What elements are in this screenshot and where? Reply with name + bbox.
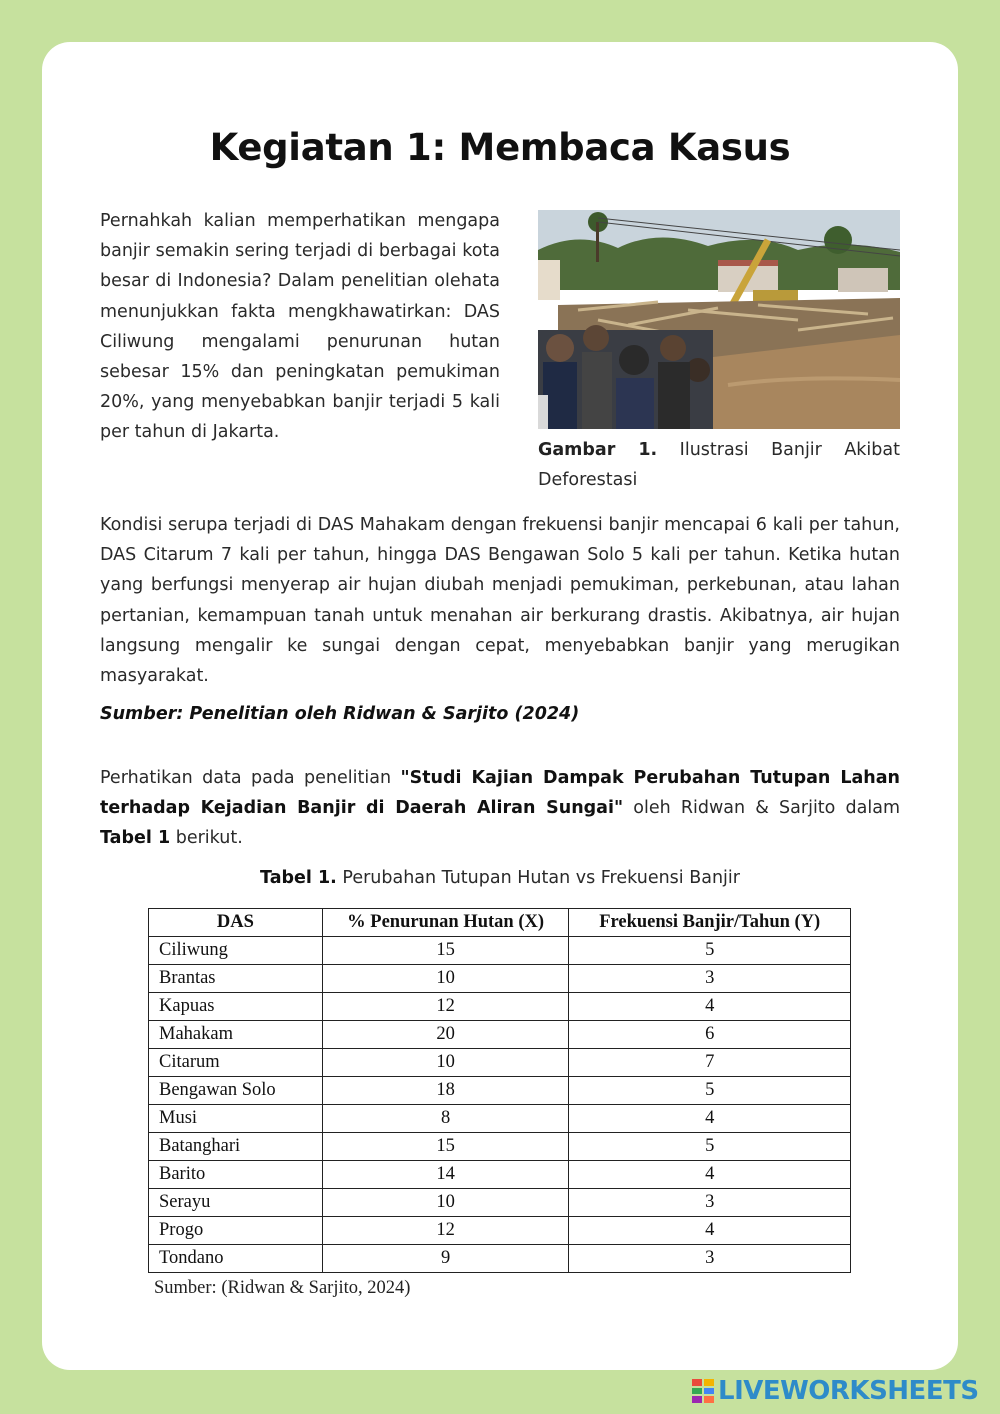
flood-photo <box>538 210 900 429</box>
cell-forest-loss: 15 <box>322 1133 569 1161</box>
cell-forest-loss: 15 <box>322 937 569 965</box>
research-source: Sumber: Penelitian oleh Ridwan & Sarjito (2024) <box>100 704 580 724</box>
figure-label: Gambar 1. <box>538 440 658 460</box>
header-das: DAS <box>149 909 323 937</box>
figure-text: Ilustrasi Banjir Akibat Deforestasi <box>538 440 900 490</box>
header-flood-frequency: Frekuensi Banjir/Tahun (Y) <box>569 909 851 937</box>
cell-forest-loss: 12 <box>322 993 569 1021</box>
table-reference: Tabel 1 <box>100 828 171 849</box>
cell-flood-frequency: 3 <box>569 965 851 993</box>
liveworksheets-icon <box>692 1379 714 1403</box>
cell-das: Brantas <box>149 965 323 993</box>
table-row <box>149 1021 851 1049</box>
table-header-row <box>149 909 851 937</box>
table-row <box>149 1245 851 1273</box>
cell-flood-frequency: 6 <box>569 1021 851 1049</box>
cell-das: Progo <box>149 1217 323 1245</box>
cell-flood-frequency: 4 <box>569 993 851 1021</box>
table-row <box>149 1049 851 1077</box>
table-row <box>149 1133 851 1161</box>
cell-flood-frequency: 5 <box>569 1077 851 1105</box>
cell-das: Mahakam <box>149 1021 323 1049</box>
cell-forest-loss: 10 <box>322 965 569 993</box>
cell-forest-loss: 10 <box>322 1049 569 1077</box>
cell-flood-frequency: 5 <box>569 937 851 965</box>
table-row <box>149 1105 851 1133</box>
table-row <box>149 1161 851 1189</box>
figure-caption <box>538 435 900 495</box>
cell-flood-frequency: 5 <box>569 1133 851 1161</box>
paragraph-3 <box>100 763 900 854</box>
table-row <box>149 965 851 993</box>
cell-flood-frequency: 3 <box>569 1189 851 1217</box>
cell-forest-loss: 20 <box>322 1021 569 1049</box>
study-title: "Studi Kajian Dampak Perubahan Tutupan Lahan terhadap Kejadian Banjir di Daerah Aliran Sungai" <box>100 768 901 819</box>
table-caption-label: Tabel 1. <box>260 868 337 888</box>
table-source: Sumber: (Ridwan & Sarjito, 2024) <box>154 1278 411 1298</box>
worksheet-card <box>42 42 958 1370</box>
liveworksheets-logo <box>692 1376 979 1406</box>
cell-forest-loss: 10 <box>322 1189 569 1217</box>
paragraph-2: Kondisi serupa terjadi di DAS Mahakam dengan frekuensi banjir mencapai 6 kali per tahun, DAS Citarum 7 kali per tahun, hingga DAS Bengawan Solo 5 kali per tahun. Ketika hutan yang berfungsi menyerap air hujan diubah menjadi pemukiman, perkebunan, atau lahan pertanian, kemampuan tanah untuk menahan air berkurang drastis. Akibatnya, air hujan langsung mengalir ke sungai dengan cepat, menyebabkan banjir yang merugikan masyarakat. <box>100 515 900 687</box>
cell-das: Musi <box>149 1105 323 1133</box>
table-row <box>149 1217 851 1245</box>
table-row <box>149 1077 851 1105</box>
data-table <box>148 908 851 1273</box>
header-forest-loss: % Penurunan Hutan (X) <box>322 909 569 937</box>
cell-das: Citarum <box>149 1049 323 1077</box>
brand-name: LIVEWORKSHEETS <box>718 1376 979 1406</box>
page-title: Kegiatan 1: Membaca Kasus <box>209 126 791 169</box>
para3-pre: Perhatikan data pada penelitian <box>100 768 401 788</box>
cell-flood-frequency: 4 <box>569 1161 851 1189</box>
table-row <box>149 1189 851 1217</box>
cell-forest-loss: 14 <box>322 1161 569 1189</box>
cell-das: Kapuas <box>149 993 323 1021</box>
cell-flood-frequency: 4 <box>569 1105 851 1133</box>
cell-forest-loss: 12 <box>322 1217 569 1245</box>
table-row <box>149 937 851 965</box>
para3-mid: oleh Ridwan & Sarjito dalam <box>623 798 901 819</box>
cell-das: Tondano <box>149 1245 323 1273</box>
para3-post: berikut. <box>170 828 243 849</box>
cell-das: Ciliwung <box>149 937 323 965</box>
cell-flood-frequency: 7 <box>569 1049 851 1077</box>
table-row <box>149 993 851 1021</box>
cell-forest-loss: 8 <box>322 1105 569 1133</box>
cell-das: Barito <box>149 1161 323 1189</box>
cell-das: Serayu <box>149 1189 323 1217</box>
table-caption-text: Perubahan Tutupan Hutan vs Frekuensi Banjir <box>336 868 740 888</box>
cell-forest-loss: 9 <box>322 1245 569 1273</box>
cell-flood-frequency: 3 <box>569 1245 851 1273</box>
cell-flood-frequency: 4 <box>569 1217 851 1245</box>
cell-das: Batanghari <box>149 1133 323 1161</box>
table-caption <box>42 868 958 888</box>
cell-das: Bengawan Solo <box>149 1077 323 1105</box>
cell-forest-loss: 18 <box>322 1077 569 1105</box>
intro-paragraph: Pernahkah kalian memperhatikan mengapa banjir semakin sering terjadi di berbagai kota besar di Indonesia? Dalam penelitian olehata menunjukkan fakta mengkhawatirkan: DAS Ciliwung mengalami penurunan hutan sebesar 15% dan peningkatan pemukiman 20%, yang menyebabkan banjir terjadi 5 kali per tahun di Jakarta. <box>100 211 500 443</box>
